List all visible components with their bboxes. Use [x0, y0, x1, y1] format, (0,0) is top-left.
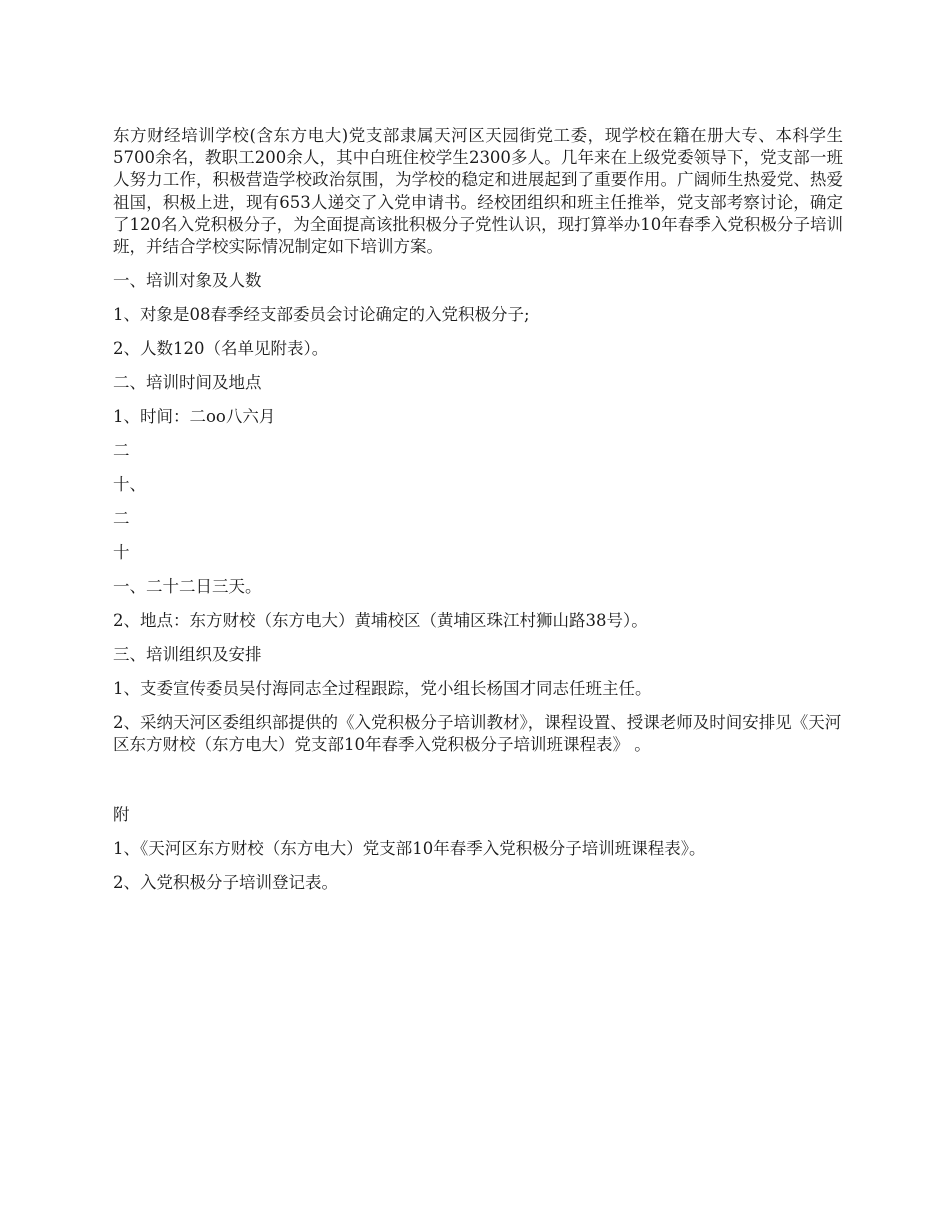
section-2-item-1: 1、时间：二oo八六月	[113, 407, 276, 427]
section-1-item-1: 1、对象是08春季经支部委员会讨论确定的入党积极分子;	[113, 305, 530, 325]
section-1-item-2: 2、人数120（名单见附表）。	[113, 339, 329, 359]
document-page	[113, 125, 843, 894]
section-2-fragment-1: 二	[113, 441, 130, 461]
section-3-item-1: 1、支委宣传委员吴付海同志全过程跟踪，党小组长杨国才同志任班主任。	[113, 679, 652, 699]
section-2-title: 二、培训时间及地点	[113, 373, 262, 393]
appendix-item-1: 1、《天河区东方财校（东方电大）党支部10年春季入党积极分子培训班课程表》。	[113, 839, 706, 859]
appendix-item-2: 2、入党积极分子培训登记表。	[113, 873, 338, 893]
section-2-fragment-2: 十、	[113, 475, 146, 495]
section-2-fragment-3: 二	[113, 509, 130, 529]
intro-paragraph: 东方财经培训学校(含东方电大)党支部隶属天河区天园街党工委，现学校在籍在册大专、本科学生5700余名，教职工200余人，其中白班住校学生2300多人。几年来在上级党委领导下，党支部一班人努力工作，积极营造学校政治氛围，为学校的稳定和进展起到了重要作用。广阔师生热爱党、热爱祖国，积极上进，现有653人递交了入党申请书。经校团组织和班主任推举，党支部考察讨论，确定了120名入党积极分子，为全面提高该批积极分子党性认识，现打算举办10年春季入党积极分子培训班，并结合学校实际情况制定如下培训方案。	[113, 126, 843, 257]
section-2-fragment-4: 十	[113, 543, 130, 563]
section-3-title: 三、培训组织及安排	[113, 645, 262, 665]
section-3-item-2: 2、采纳天河区委组织部提供的《入党积极分子培训教材》，课程设置、授课老师及时间安排见《天河区东方财校（东方电大）党支部10年春季入党积极分子培训班课程表》 。	[113, 713, 842, 755]
section-1-title: 一、培训对象及人数	[113, 271, 262, 291]
section-2-item-2: 2、地点：东方财校（东方电大）黄埔校区（黄埔区珠江村狮山路38号）。	[113, 611, 648, 631]
appendix-title: 附	[113, 805, 130, 825]
section-2-fragment-5: 一、二十二日三天。	[113, 577, 262, 597]
